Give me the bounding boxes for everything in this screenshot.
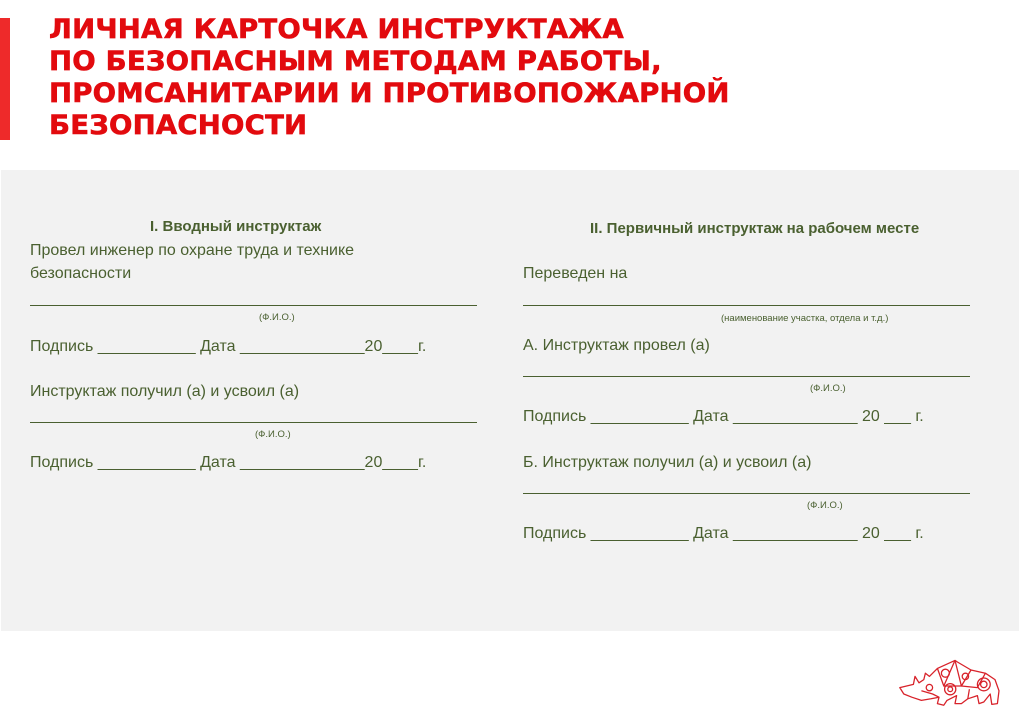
title-line: ЛИЧНАЯ КАРТОЧКА ИНСТРУКТАЖА [49,14,624,45]
fio-field-b[interactable] [523,493,970,494]
department-caption: (наименование участка, отдела и т.д.) [721,313,889,324]
signature-date-line[interactable]: Подпись ___________ Дата ______________20____г. [30,454,427,471]
fio-field-2[interactable] [30,422,477,423]
signature-date-line[interactable]: Подпись ___________ Дата ______________ 20 ___ г. [523,525,924,542]
a-conducted-label: А. Инструктаж провел (а) [523,337,710,354]
section-2-heading: II. Первичный инструктаж на рабочем месте [590,220,920,237]
rhino-logo-icon [895,638,1015,718]
fio-caption: (Ф.И.О.) [259,312,295,323]
fio-caption: (Ф.И.О.) [810,383,846,394]
conducted-by-label-cont: безопасности [30,265,132,282]
fio-caption: (Ф.И.О.) [255,429,291,440]
title-line: БЕЗОПАСНОСТИ [49,110,308,141]
accent-bar [0,18,10,140]
signature-date-line[interactable]: Подпись ___________ Дата ______________20____г. [30,338,427,355]
department-field[interactable] [523,305,970,306]
conducted-by-label: Провел инженер по охране труда и технике [30,242,355,259]
fio-caption: (Ф.И.О.) [807,500,843,511]
fio-field-a[interactable] [523,376,970,377]
title-line: ПО БЕЗОПАСНЫМ МЕТОДАМ РАБОТЫ, [49,46,662,77]
b-received-label: Б. Инструктаж получил (а) и усвоил (а) [523,454,812,471]
received-label: Инструктаж получил (а) и усвоил (а) [30,383,300,400]
section-1-heading: I. Вводный инструктаж [150,218,322,235]
signature-date-line[interactable]: Подпись ___________ Дата ______________ 20 ___ г. [523,408,924,425]
fio-field-1[interactable] [30,305,477,306]
page-title [49,14,730,142]
title-line: ПРОМСАНИТАРИИ И ПРОТИВОПОЖАРНОЙ [49,78,730,109]
transferred-label: Переведен на [523,265,628,282]
